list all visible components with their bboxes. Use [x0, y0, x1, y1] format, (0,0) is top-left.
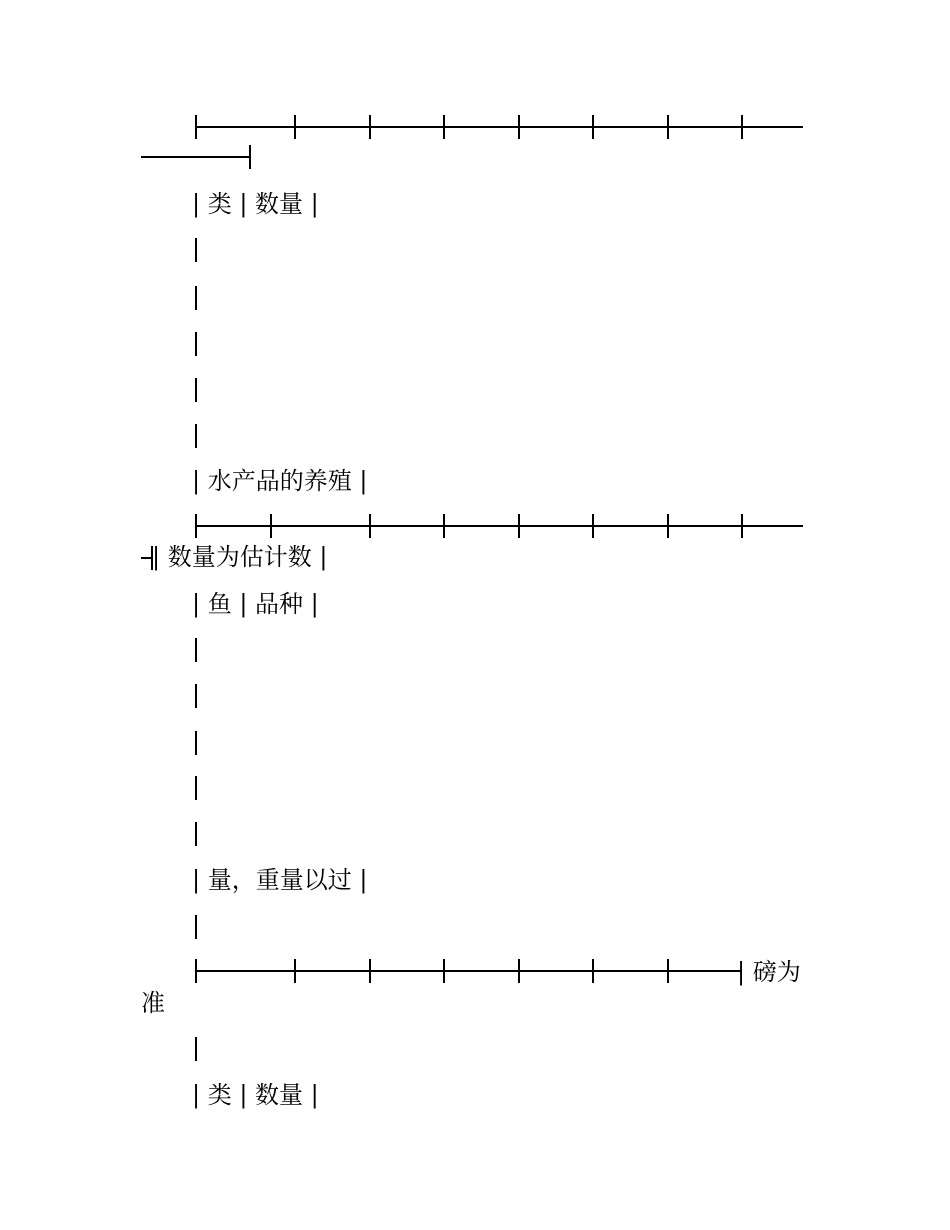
row-label-pound-standard: | 磅为 [737, 958, 801, 986]
row-label-category-quantity: | 类 | 数量 | [192, 190, 319, 218]
row-label-standard-continuation: 准 [141, 989, 165, 1017]
row-label-estimated-quantity: | 数量为估计数 | [152, 543, 328, 571]
row-label-aquaculture: | 水产品的养殖 | [192, 467, 368, 495]
row-label-fish-species: | 鱼 | 品种 | [192, 590, 319, 618]
row-label-category-quantity-2: | 类 | 数量 | [192, 1081, 319, 1109]
row-label-weight-note: | 量，重量以过 | [192, 866, 368, 894]
